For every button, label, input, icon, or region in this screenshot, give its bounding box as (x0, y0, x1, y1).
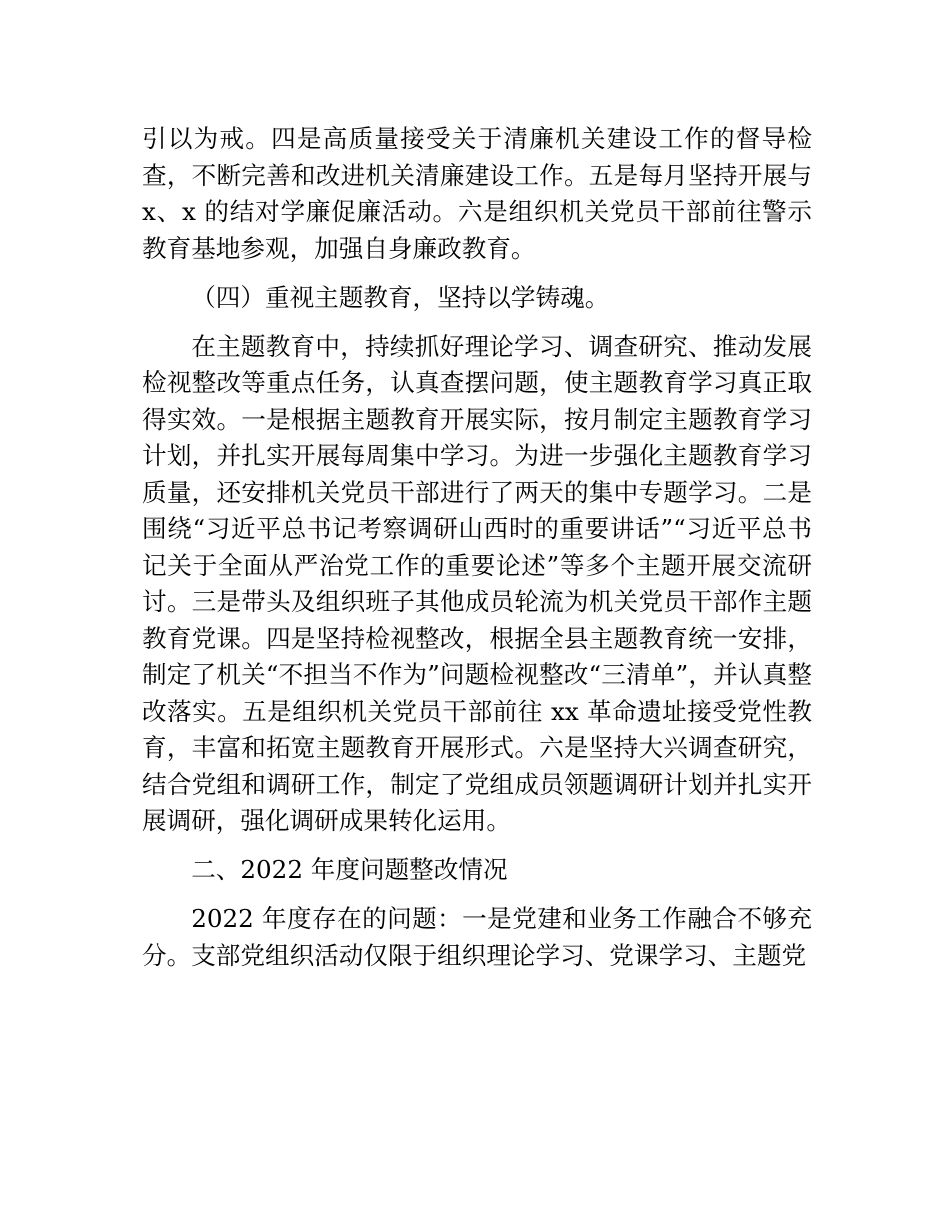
paragraph-2022-problems: 2022 年度存在的问题：一是党建和业务工作融合不够充分。支部党组织活动仅限于组织理论学习、党课学习、主题党 (142, 904, 812, 970)
paragraph-clean-agency: 引以为戒。四是高质量接受关于清廉机关建设工作的督导检查，不断完善和改进机关清廉建设工作。五是每月坚持开展与 x、x 的结对学廉促廉活动。六是组织机关党员干部前往警示教育基地参观，加强自身廉政教育。 (142, 124, 812, 263)
paragraph-theme-education: 在主题教育中，持续抓好理论学习、调查研究、推动发展检视整改等重点任务，认真查摆问题，使主题教育学习真正取得实效。一是根据主题教育开展实际，按月制定主题教育学习计划，并扎实开展每周集中学习。为进一步强化主题教育学习质量，还安排机关党员干部进行了两天的集中专题学习。二是围绕“习近平总书记考察调研山西时的重要讲话”“习近平总书记关于全面从严治党工作的重要论述”等多个主题开展交流研讨。三是带头及组织班子其他成员轮流为机关党员干部作主题教育党课。四是坚持检视整改，根据全县主题教育统一安排，制定了机关“不担当不作为”问题检视整改“三清单”，并认真整改落实。五是组织机关党员干部前往 xx 革命遗址接受党性教育，丰富和拓宽主题教育开展形式。六是坚持大兴调查研究，结合党组和调研工作，制定了党组成员领题调研计划并扎实开展调研，强化调研成果转化运用。 (142, 331, 812, 835)
section-heading-theme-education: （四）重视主题教育，坚持以学铸魂。 (191, 282, 610, 312)
section-heading-2022-rectification: 二、2022 年度问题整改情况 (191, 855, 508, 884)
document-body (142, 121, 812, 987)
